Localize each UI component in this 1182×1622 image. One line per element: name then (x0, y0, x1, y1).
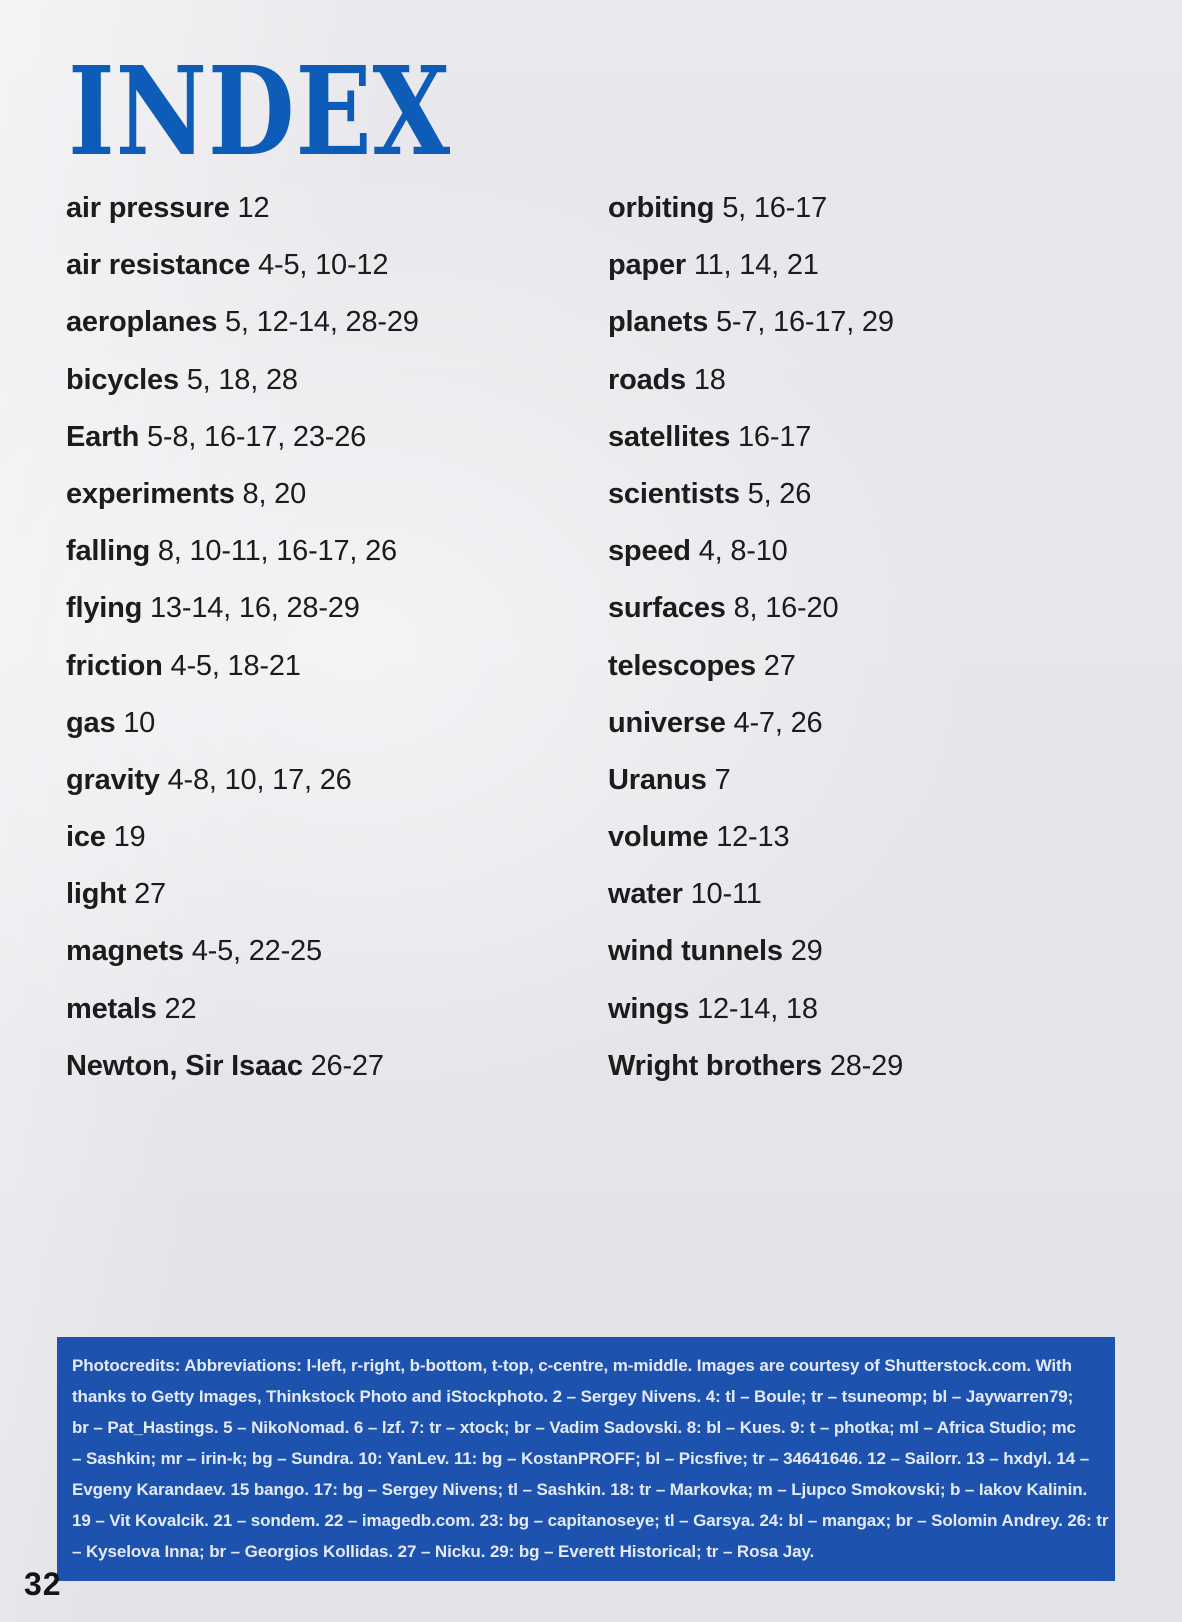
index-entry (66, 478, 586, 535)
index-column-left (66, 192, 586, 1107)
index-entry (66, 707, 586, 764)
index-entry (608, 364, 1128, 421)
index-page-numbers: 10-11 (690, 878, 762, 911)
index-term: air resistance (66, 249, 251, 282)
index-term: wind tunnels (608, 935, 783, 968)
index-page-numbers: 8, 20 (242, 477, 307, 510)
index-term: ice (66, 821, 106, 854)
index-page-numbers: 4-5, 18-21 (170, 649, 301, 682)
index-page-numbers: 13-14, 16, 28-29 (150, 592, 360, 625)
index-page-numbers: 29 (790, 935, 823, 968)
index-page-numbers: 8, 10-11, 16-17, 26 (157, 535, 397, 568)
index-term: Wright brothers (608, 1049, 822, 1082)
index-entry (66, 192, 586, 249)
index-entry (66, 1050, 586, 1107)
index-entry (66, 364, 586, 421)
index-entry (608, 764, 1128, 821)
index-entry (66, 306, 586, 363)
index-entry (608, 421, 1128, 478)
index-term: flying (66, 592, 143, 625)
index-page-numbers: 5-7, 16-17, 29 (716, 306, 894, 339)
index-term: experiments (66, 477, 235, 510)
index-term: telescopes (608, 649, 756, 682)
index-entry (66, 592, 586, 649)
index-entry (66, 935, 586, 992)
index-page-numbers: 7 (714, 763, 731, 796)
index-entry (608, 650, 1128, 707)
index-page-numbers: 16-17 (738, 420, 812, 453)
credit-line: thanks to Getty Images, Thinkstock Photo and iStockphoto. 2 – Sergey Nivens. 4: tl – Boule; tr – tsuneomp; bl – Jaywarren79; (72, 1387, 1074, 1406)
index-term: scientists (608, 477, 740, 510)
index-term: satellites (608, 420, 731, 453)
index-page-numbers: 12 (237, 192, 270, 224)
index-page-numbers: 5-8, 16-17, 23-26 (147, 420, 367, 453)
index-term: gravity (66, 763, 160, 796)
index-term: paper (608, 249, 686, 282)
index-page-numbers: 10 (123, 706, 156, 739)
credit-line: 19 – Vit Kovalcik. 21 – sondem. 22 – imagedb.com. 23: bg – capitanoseye; tl – Garsya. 24: bl – mangax; br – Solomin Andrey. 26: tr (72, 1511, 1109, 1530)
index-entry (608, 535, 1128, 592)
index-entry (66, 249, 586, 306)
index-term: magnets (66, 935, 184, 968)
index-page-numbers: 28-29 (829, 1049, 903, 1082)
index-term: roads (608, 363, 686, 396)
index-entry (608, 192, 1128, 249)
index-page-numbers: 4, 8-10 (698, 535, 788, 568)
index-entry (608, 878, 1128, 935)
index-page-numbers: 22 (164, 992, 197, 1025)
index-term: bicycles (66, 363, 179, 396)
index-entry (608, 592, 1128, 649)
page-title: INDEX (68, 39, 451, 183)
index-page-numbers: 27 (763, 649, 796, 682)
index-entry (608, 707, 1128, 764)
index-entry (66, 764, 586, 821)
index-entry (66, 821, 586, 878)
index-page-numbers: 12-13 (716, 821, 790, 854)
credit-line: – Sashkin; mr – irin-k; bg – Sundra. 10: YanLev. 11: bg – KostanPROFF; bl – Picsfive; tr – 34641646. 12 – Sailorr. 13 – hxdyl. 14 – (72, 1449, 1090, 1468)
index-page-numbers: 5, 18, 28 (186, 363, 298, 396)
index-entry (608, 935, 1128, 992)
index-page-numbers: 11, 14, 21 (693, 249, 819, 282)
index-entry (608, 478, 1128, 535)
index-entry (608, 993, 1128, 1050)
index-page-numbers: 5, 16-17 (722, 192, 828, 224)
index-page-numbers: 8, 16-20 (733, 592, 839, 625)
index-page-numbers: 19 (113, 821, 146, 854)
credit-line: Photocredits: Abbreviations: l-left, r-right, b-bottom, t-top, c-centre, m-middle. Images are courtesy of Shutterstock.com. With (72, 1356, 1072, 1375)
index-entry (66, 421, 586, 478)
index-term: aeroplanes (66, 306, 218, 339)
credit-line: – Kyselova Inna; br – Georgios Kollidas. 27 – Nicku. 29: bg – Everett Historical; tr – Rosa Jay. (72, 1542, 815, 1561)
credit-line: br – Pat_Hastings. 5 – NikoNomad. 6 – lzf. 7: tr – xtock; br – Vadim Sadovski. 8: bl – Kues. 9: t – photka; ml – Africa Studio; mc (72, 1418, 1076, 1437)
index-page-numbers: 12-14, 18 (697, 992, 818, 1025)
index-column-right (608, 192, 1128, 1107)
index-term: metals (66, 992, 157, 1025)
index-page-numbers: 4-8, 10, 17, 26 (167, 763, 352, 796)
index-term: Earth (66, 420, 140, 453)
credit-line: Evgeny Karandaev. 15 bango. 17: bg – Sergey Nivens; tl – Sashkin. 18: tr – Markovka; m – Ljupco Smokovski; b – Iakov Kalinin. (72, 1480, 1088, 1499)
index-entry (66, 878, 586, 935)
index-term: volume (608, 821, 709, 854)
page-number: 32 (24, 1566, 62, 1602)
index-term: surfaces (608, 592, 726, 625)
index-term: light (66, 878, 127, 911)
photo-credits-box (57, 1337, 1115, 1581)
index-entry (608, 249, 1128, 306)
index-term: Newton, Sir Isaac (66, 1049, 303, 1082)
index-term: friction (66, 649, 163, 682)
index-term: gas (66, 706, 116, 739)
index-page-numbers: 26-27 (310, 1049, 384, 1082)
index-term: falling (66, 535, 150, 568)
index-page-numbers: 27 (134, 878, 166, 911)
index-page-numbers: 5, 26 (747, 477, 812, 510)
index-entry (608, 1050, 1128, 1107)
index-term: wings (608, 992, 690, 1025)
index-page-numbers: 4-7, 26 (733, 706, 823, 739)
index-entry (66, 993, 586, 1050)
index-term: water (608, 878, 683, 911)
index-page-numbers: 18 (693, 363, 726, 396)
index-page-numbers: 4-5, 10-12 (258, 249, 389, 282)
index-page-numbers: 5, 12-14, 28-29 (225, 306, 419, 339)
index-page-numbers: 4-5, 22-25 (191, 935, 322, 968)
index-entry (608, 821, 1128, 878)
index-term: orbiting (608, 192, 715, 224)
index-term: air pressure (66, 192, 230, 224)
index-entry (608, 306, 1128, 363)
index-term: planets (608, 306, 709, 339)
index-entry (66, 535, 586, 592)
index-term: speed (608, 535, 691, 568)
index-term: universe (608, 706, 726, 739)
index-term: Uranus (608, 763, 707, 796)
index-entry (66, 650, 586, 707)
